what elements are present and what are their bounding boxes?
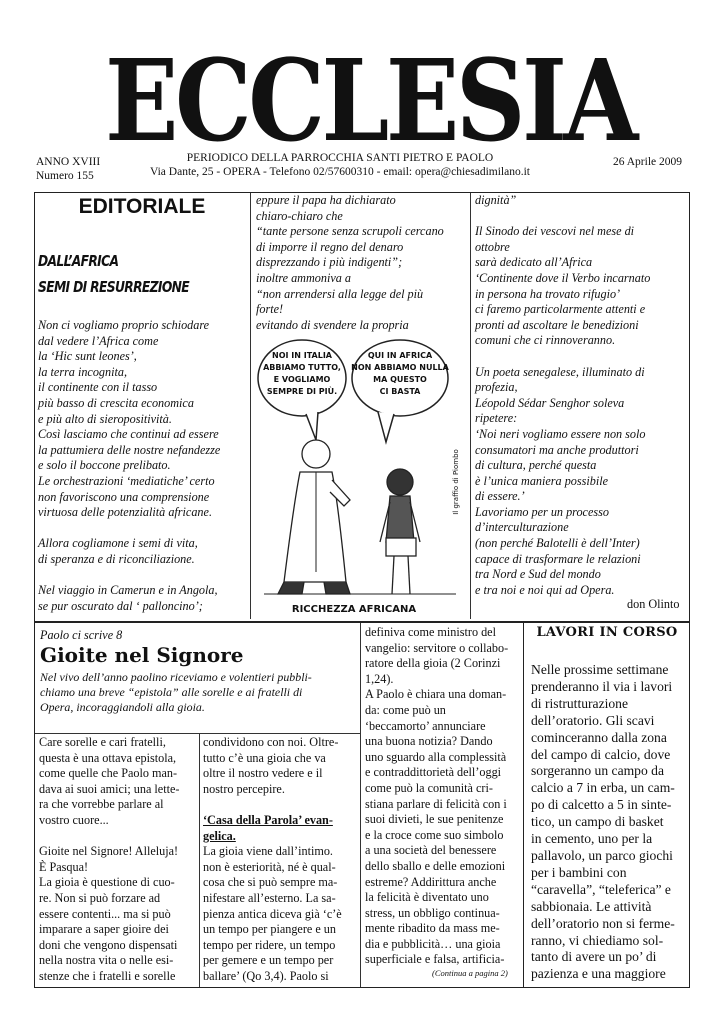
subtitle-line: DALL’AFRICA	[38, 252, 119, 270]
subheading	[203, 813, 359, 844]
text-line	[475, 209, 687, 225]
text-line: tra Nord e Sud del mondo	[475, 567, 601, 582]
text-line: Allora cogliamone i semi di vita,	[38, 536, 198, 551]
text-line: tutto c’è una gioia che va	[203, 750, 326, 765]
paolo-col1	[39, 735, 197, 985]
text-line: dia e pubblicità… una gioia	[365, 936, 501, 951]
intro-divider	[35, 733, 360, 734]
text-line: in cemento, uno per la	[531, 831, 653, 847]
text-line: forte!	[256, 302, 284, 317]
bubble-right-line: CI BASTA	[379, 387, 421, 396]
text-line: e la croce come suo simbolo	[365, 827, 504, 842]
text-line: essere contenti... ma si può	[39, 906, 171, 921]
text-line: dal vedere l’Africa come	[38, 333, 159, 348]
editoriale-col1	[38, 318, 250, 614]
text-line: il continente con il tasso	[38, 380, 158, 395]
bubble-left-line: SEMPRE DI PIÙ.	[266, 387, 338, 396]
text-line: Non ci vogliamo proprio schiodare	[38, 318, 210, 332]
text-line: da: come può un	[365, 702, 446, 717]
text-line: comuni che ci rinnoveranno.	[475, 333, 616, 348]
text-line: La gioia è questione di cuo-	[39, 875, 175, 890]
paolo-kicker: Paolo ci scrive 8	[40, 628, 123, 642]
text-line: uno sguardo alla complessità	[365, 749, 507, 764]
text-line: “caravella”, “teleferica” e	[531, 881, 671, 897]
text-line	[38, 521, 250, 537]
text-line: tico, un campo di basket	[531, 814, 664, 830]
text-line: A Paolo è chiara una doman-	[365, 687, 507, 702]
text-line: in persona ha trovato rifugio’	[475, 286, 621, 301]
text-line: ci faremo particolarmente attenti e	[475, 302, 646, 317]
text-line: ra che vorrebbe parlare al	[39, 797, 164, 812]
text-line: questa è una ottava epistola,	[39, 750, 177, 765]
editoriale-heading: EDITORIALE	[78, 195, 206, 218]
text-line: vangelio: servitore o collabo-	[365, 640, 509, 655]
column-divider	[250, 193, 251, 619]
text-line: stenze che i fratelli e sorelle	[39, 968, 176, 983]
text-line: pallavolo, un parco giochi	[531, 847, 673, 863]
text-line: È Pasqua!	[39, 859, 89, 874]
text-line: ripetere:	[475, 411, 518, 426]
text-line: ballare’ (Qo 3,4). Paolo si	[203, 968, 329, 983]
intro-line: chiamo una breve “epistola” alle sorelle e ai fratelli di	[40, 685, 303, 700]
text-line: come può la comunità cri-	[365, 780, 493, 795]
text-line: stress, un obbligo continua-	[365, 905, 500, 920]
numero-label: Numero 155	[36, 170, 94, 182]
text-line: po di calcetto a 5 in sinte-	[531, 797, 672, 813]
publisher-info	[130, 151, 550, 179]
text-line: per gemere e un tempo per	[203, 953, 334, 968]
text-line: calcio a 7 in erba, un cam-	[531, 780, 675, 796]
text-line: cominceranno dalla zona	[531, 729, 667, 745]
text-line: d’interculturazione	[475, 520, 569, 535]
text-line: sarà dedicato all’Africa	[475, 255, 593, 270]
text-line	[39, 829, 197, 845]
bubble-left-line: NOI IN ITALIA	[272, 351, 332, 360]
lavori-body	[531, 662, 687, 983]
text-line: per i bambini con	[531, 864, 627, 880]
bubble-left-line: E VOGLIAMO	[273, 375, 331, 384]
text-line: eppure il papa ha dichiarato	[256, 193, 396, 207]
text-line: Lavoriamo per un processo	[475, 504, 609, 519]
text-line: profezia,	[475, 380, 518, 395]
text-line: doni che vengono dispensati	[39, 937, 178, 952]
text-line: più basso di crescita economica	[38, 395, 194, 410]
text-line: dignità”	[475, 193, 517, 207]
text-line: 1,24).	[365, 671, 394, 686]
subheading-line: ‘Casa della Parola’ evan-	[203, 812, 333, 827]
subheading-line: gelica.	[203, 828, 236, 843]
bubble-right-line: NON ABBIAMO NULLA	[351, 363, 449, 372]
issue-date: 26 Aprile 2009	[613, 156, 682, 168]
text-line: Il Sinodo dei vescovi nel mese di	[475, 224, 635, 239]
paolo-col3	[365, 625, 521, 968]
text-line: pronti ad ascoltare le benedizioni	[475, 317, 639, 332]
text-line: di cultura, perché questa	[475, 458, 597, 473]
address-line: Via Dante, 25 - OPERA - Telefono 02/57600310 - email: opera@chiesadimilano.it	[150, 166, 530, 178]
signature: don Olinto	[627, 597, 680, 611]
text-line: del campo di calcio, dove	[531, 746, 671, 762]
text-line: Un poeta senegalese, illuminato di	[475, 364, 645, 379]
text-line: la terra incognita,	[38, 364, 128, 379]
text-line: sorgeranno un campo da	[531, 763, 665, 779]
text-line: Le orchestrazioni ‘mediatiche’ certo	[38, 473, 215, 488]
text-line: Care sorelle e cari fratelli,	[39, 735, 166, 749]
text-line: dell’oratorio non si ferme-	[531, 915, 675, 931]
text-line: se pur oscurato dal ‘ palloncino’;	[38, 598, 203, 613]
text-line	[38, 568, 250, 584]
text-line: Gioite nel Signore! Alleluja!	[39, 844, 179, 859]
cartoon	[254, 332, 466, 618]
text-line: chiaro-chiaro che	[256, 208, 343, 223]
issue-info	[36, 155, 100, 183]
text-line: la ‘Hic sunt leones’,	[38, 349, 137, 364]
text-line: è l’unica maniera possibile	[475, 473, 609, 488]
text-line: di ristrutturazione	[531, 695, 629, 711]
text-line: estreme? Addirittura anche	[365, 874, 497, 889]
editoriale-col3	[475, 193, 687, 598]
text-line: tempo per ridere, un tempo	[203, 937, 336, 952]
cartoon-caption: RICCHEZZA AFRICANA	[291, 604, 417, 615]
text-line: come quelle che Paolo man-	[39, 766, 178, 781]
text-line: pienza antica diceva già ‘c’è	[203, 906, 342, 921]
text-line: nostro percepire.	[203, 781, 285, 796]
text-line: dell’oratorio. Gli scavi	[531, 712, 655, 728]
text-line: cosa che si può sempre ma-	[203, 875, 338, 890]
text-line: ‘Noi neri vogliamo essere non solo	[475, 426, 646, 441]
text-line: superficiale e falsa, artificia-	[365, 952, 505, 967]
text-line: “non arrendersi alla legge del più	[256, 286, 424, 301]
bubble-left-line: ABBIAMO TUTTO,	[263, 363, 341, 372]
bubble-right-line: MA QUESTO	[373, 375, 427, 384]
text-line: dello sballo e delle emozioni	[365, 858, 506, 873]
text-line: oltre il nostro vedere e il	[203, 766, 323, 781]
paolo-col2	[203, 735, 359, 985]
editoriale-subtitle	[38, 248, 235, 300]
text-line: a una società del benessere	[365, 843, 497, 858]
editoriale-col2	[256, 193, 468, 333]
text-line: prenderanno il via i lavori	[531, 678, 673, 694]
text-line: ranno, vi chiediamo sol-	[531, 932, 664, 948]
text-line: sabbionaia. Le attività	[531, 898, 652, 914]
text-line: suoi divieti, le sue penitenze	[365, 812, 504, 827]
column-divider	[523, 623, 524, 987]
text-line: Léopold Sédar Senghor soleva	[475, 395, 625, 410]
text-line: la felicità è diventato uno	[365, 890, 489, 905]
text-line: “tante persone senza scrupoli cercano	[256, 224, 444, 239]
masthead-title: ECCLESIA	[105, 48, 640, 158]
text-line: non favoriscono una comprensione	[38, 489, 210, 504]
text-line: di imporre il regno del denaro	[256, 239, 404, 254]
text-line: vostro cuore...	[39, 812, 109, 827]
text-line: di essere.’	[475, 489, 525, 504]
text-line: dava ai suoi amici; una lette-	[39, 781, 180, 796]
text-line: non è esteriorità, né è qual-	[203, 859, 336, 874]
paolo-title: Gioite nel Signore	[40, 643, 244, 667]
text-line: La gioia viene dall’intimo.	[203, 844, 333, 859]
text-line: e contraddittorietà dell’oggi	[365, 765, 502, 780]
periodico-label: PERIODICO DELLA PARROCCHIA SANTI PIETRO E PAOLO	[186, 152, 494, 164]
text-line: pazienza e una maggiore	[531, 966, 666, 982]
text-line: inoltre ammoniva a	[256, 270, 352, 285]
text-line: mente ribadito da mass me-	[365, 921, 500, 936]
text-line: disprezzando i più indigenti”;	[256, 255, 403, 270]
text-line: di speranza e di riconciliazione.	[38, 551, 195, 566]
text-line: la pattumiera delle nostre nefandezze	[38, 442, 221, 457]
text-line: consumatori ma anche produttori	[475, 442, 639, 457]
text-line: ‘beccamorto’ annunciare	[365, 718, 486, 733]
text-line: evitando di svendere la propria	[256, 317, 409, 332]
intro-line: Opera, incoraggiandoli alla gioia.	[40, 700, 205, 715]
text-line: tanto di avere un po’ di	[531, 949, 657, 965]
text-line: ratore della gioia (2 Corinzi	[365, 656, 501, 671]
bubble-right-line: QUI IN AFRICA	[367, 351, 433, 360]
text-line: Così lasciamo che continui ad essere	[38, 427, 219, 442]
text-line: e tra noi e noi qui ad Opera.	[475, 582, 615, 597]
anno-label: ANNO XVIII	[36, 156, 101, 168]
text-line: e solo il boccone prelibato.	[38, 458, 171, 473]
text-line: ottobre	[475, 239, 510, 254]
text-line	[475, 349, 687, 365]
cartoon-credit: Il graffio di Piombo	[452, 449, 460, 515]
column-divider	[360, 623, 361, 987]
text-line: nella nostra vita o nelle esi-	[39, 953, 174, 968]
masthead-logo	[100, 48, 640, 158]
text-line: re. Non si può forzare ad	[39, 890, 161, 905]
text-line: una buona notizia? Dando	[365, 734, 493, 749]
column-divider	[199, 734, 200, 987]
lavori-title: LAVORI IN CORSO	[536, 625, 678, 640]
continua-note: (Continua a pagina 2)	[432, 968, 508, 978]
text-line: ‘Continente dove il Verbo incarnato	[475, 270, 651, 285]
text-line: imparare a saper gioire dei	[39, 922, 169, 937]
text-line: stiana parlare di felicità con i	[365, 796, 507, 811]
text-line: (non perché Balotelli è dell’Inter)	[475, 536, 640, 551]
column-divider	[470, 193, 471, 619]
text-line: definiva come ministro del	[365, 625, 496, 639]
text-line: Nel viaggio in Camerun e in Angola,	[38, 583, 218, 598]
paolo-intro	[40, 670, 360, 715]
subtitle-line: SEMI DI RESURREZIONE	[38, 278, 190, 296]
text-line: capace di trasformare le relazioni	[475, 551, 641, 566]
intro-line: Nel vivo dell’anno paolino riceviamo e volentieri pubbli-	[40, 670, 312, 684]
text-line: nifestare all’esterno. La sa-	[203, 890, 336, 905]
text-line: virtuosa delle potenzialità africane.	[38, 505, 212, 520]
text-line: Nelle prossime settimane	[531, 662, 669, 677]
text-line: e più alto di sieropositività.	[38, 411, 172, 426]
text-line: condividono con noi. Oltre-	[203, 735, 339, 749]
text-line: un tempo per piangere e un	[203, 922, 336, 937]
